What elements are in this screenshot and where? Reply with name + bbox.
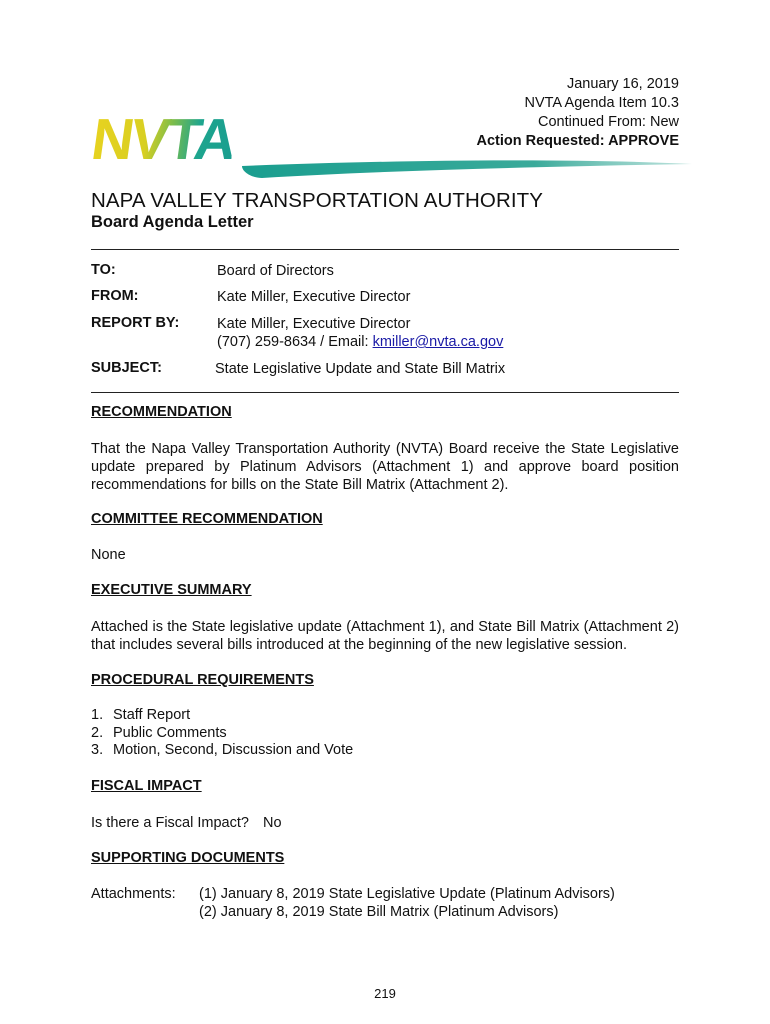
supporting-heading: SUPPORTING DOCUMENTS	[91, 850, 285, 866]
recommendation-heading: RECOMMENDATION	[91, 404, 232, 420]
report-by-phone: (707) 259-8634 / Email:	[217, 334, 373, 350]
attachments-label: Attachments:	[91, 886, 176, 902]
to-value: Board of Directors	[217, 263, 334, 279]
action-requested: Action Requested: APPROVE	[476, 133, 679, 149]
committee-text: None	[91, 547, 126, 563]
fiscal-answer: No	[263, 815, 282, 831]
fiscal-heading: FISCAL IMPACT	[91, 778, 202, 794]
list-item: 2. Public Comments	[91, 724, 227, 741]
to-label: TO:	[91, 262, 116, 278]
page-number: 219	[374, 986, 396, 1001]
logo-swoosh	[92, 152, 702, 192]
list-item: 3. Motion, Second, Discussion and Vote	[91, 742, 354, 758]
procedural-list	[91, 707, 353, 760]
logo-wordmark: NVTA	[87, 107, 239, 172]
divider-bottom	[91, 392, 679, 393]
attachment-1: (1) January 8, 2019 State Legislative Update (Platinum Advisors)	[199, 886, 615, 902]
page-subtitle: Board Agenda Letter	[91, 213, 254, 231]
recommendation-text: That the Napa Valley Transportation Authority (NVTA) Board receive the State Legislative update prepared by Platinum Advisors (Attachment 1) and approve board position recommendations for bills on the State Bill Matrix (Attachment 2).	[91, 441, 679, 493]
fiscal-question: Is there a Fiscal Impact?	[91, 815, 249, 831]
report-by-value	[217, 315, 503, 351]
from-value: Kate Miller, Executive Director	[217, 289, 411, 305]
report-by-email-link[interactable]: kmiller@nvta.ca.gov	[372, 334, 504, 350]
executive-heading: EXECUTIVE SUMMARY	[91, 582, 252, 598]
committee-heading: COMMITTEE RECOMMENDATION	[91, 511, 323, 527]
agenda-item: NVTA Agenda Item 10.3	[524, 95, 679, 111]
continued-from: Continued From: New	[537, 114, 679, 130]
divider-top	[91, 249, 679, 250]
list-item: 1. Staff Report	[91, 707, 191, 723]
report-by-contact	[217, 333, 503, 351]
nvta-logo	[87, 107, 702, 190]
from-label: FROM:	[91, 288, 139, 304]
report-by-name: Kate Miller, Executive Director	[217, 316, 411, 332]
page-title: NAPA VALLEY TRANSPORTATION AUTHORITY	[91, 189, 544, 212]
report-by-label: REPORT BY:	[91, 315, 180, 331]
letter-date: January 16, 2019	[566, 76, 679, 92]
fiscal-line	[91, 814, 679, 832]
executive-text: Attached is the State legislative update (Attachment 1), and State Bill Matrix (Attachment 2) that includes several bills introduced at the beginning of the new legislative session.	[91, 619, 679, 653]
subject-value: State Legislative Update and State Bill Matrix	[215, 361, 506, 377]
procedural-heading: PROCEDURAL REQUIREMENTS	[91, 672, 314, 688]
attachment-2: (2) January 8, 2019 State Bill Matrix (Platinum Advisors)	[199, 904, 559, 920]
subject-label: SUBJECT:	[91, 360, 162, 376]
attachments-list	[199, 885, 615, 921]
